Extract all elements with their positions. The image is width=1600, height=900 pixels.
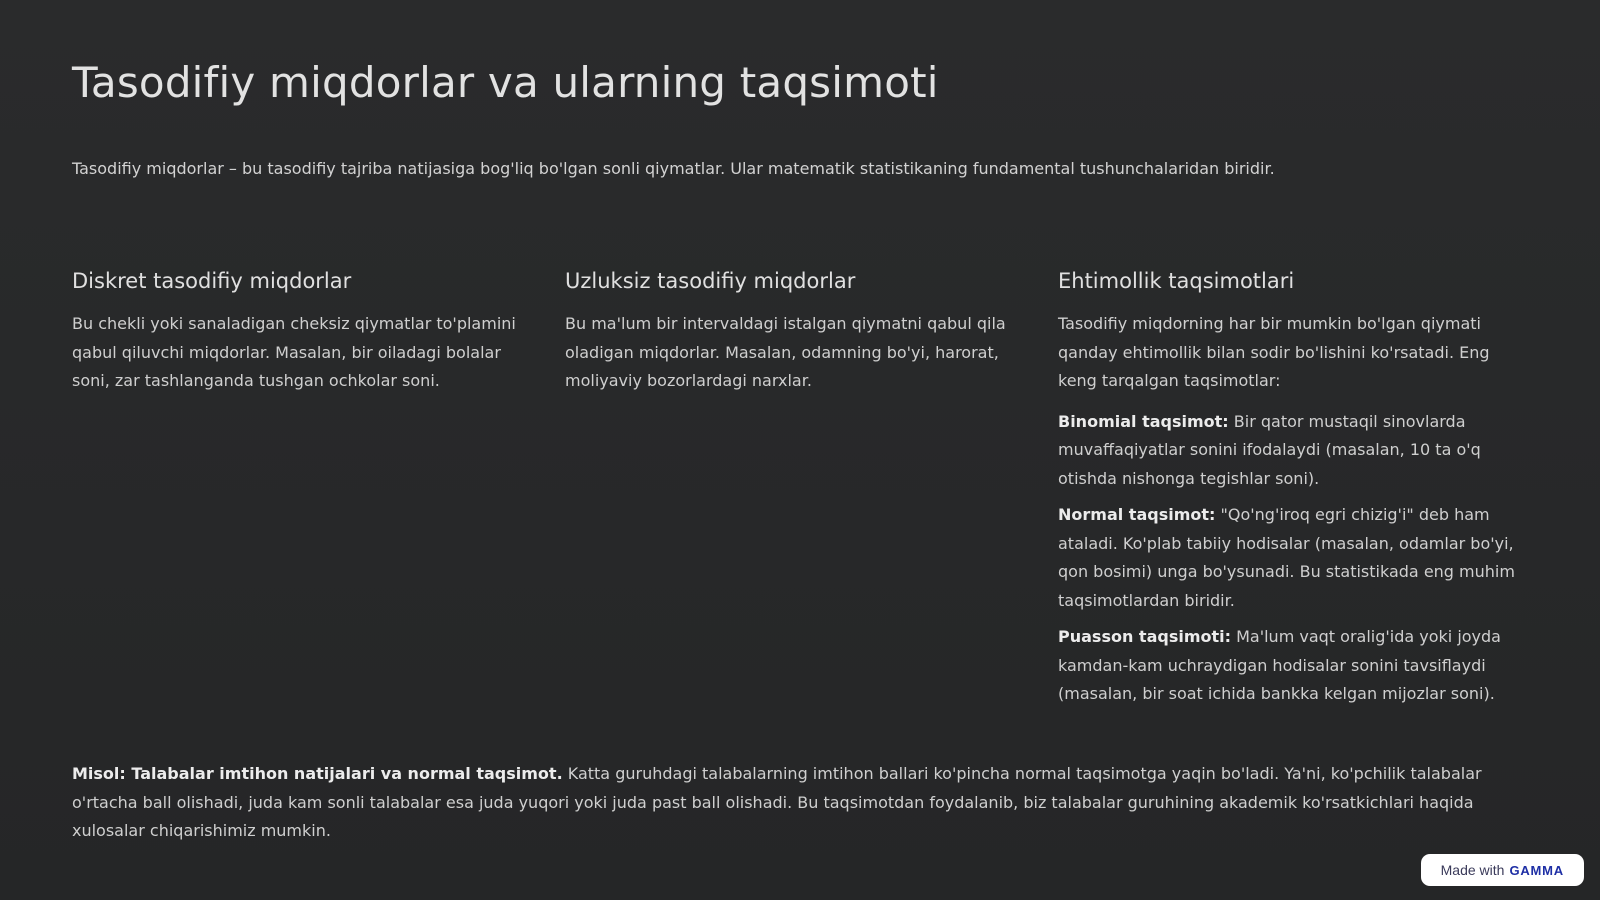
distribution-text: Bir qator mustaqil sinovlarda muvaffaqiyatlar sonini ifodalaydi (masalan, 10 ta o'q otishda nishonga tegishlar soni). <box>1058 411 1481 488</box>
page-title: Tasodifiy miqdorlar va ularning taqsimoti <box>72 58 939 107</box>
example-paragraph <box>72 760 1542 846</box>
distribution-label: Binomial taqsimot: <box>1058 411 1229 431</box>
distribution-text: "Qo'ng'iroq egri chizig'i" deb ham ataladi. Ko'plab tabiiy hodisalar (masalan, odamlar bo'yi, qon bosimi) unga bo'ysunadi. Bu statistikada eng muhim taqsimotlardan biridir. <box>1058 505 1515 610</box>
example-label: Misol: Talabalar imtihon natijalari va normal taqsimot. <box>72 764 563 783</box>
column-heading-distributions: Ehtimollik taqsimotlari <box>1058 269 1295 293</box>
distribution-normal <box>1058 501 1526 615</box>
column-heading-continuous: Uzluksiz tasodifiy miqdorlar <box>565 269 856 293</box>
distribution-poisson <box>1058 623 1526 709</box>
column-text-continuous: Bu ma'lum bir intervaldagi istalgan qiymatni qabul qila oladigan miqdorlar. Masalan, odamning bo'yi, harorat, moliyaviy bozorlardagi narxlar. <box>565 314 1006 390</box>
intro-text: Tasodifiy miqdorlar – bu tasodifiy tajriba natijasiga bog'liq bo'lgan sonli qiymatlar. Ular matematik statistikaning fundamental tushunchalaridan biridir. <box>72 159 1275 178</box>
column-text-distributions: Tasodifiy miqdorning har bir mumkin bo'lgan qiymati qanday ehtimollik bilan sodir bo'lishini ko'rsatadi. Eng keng tarqalgan taqsimotlar: <box>1058 314 1490 390</box>
distribution-label: Normal taqsimot: <box>1058 505 1216 524</box>
badge-prefix: Made with <box>1440 862 1505 878</box>
column-text-discrete: Bu chekli yoki sanaladigan cheksiz qiymatlar to'plamini qabul qiluvchi miqdorlar. Masalan, bir oiladagi bolalar soni, zar tashlanganda tushgan ochkolar soni. <box>72 314 516 390</box>
column-heading-discrete: Diskret tasodifiy miqdorlar <box>72 269 352 293</box>
gamma-logo: GAMMA <box>1509 862 1564 878</box>
column-distributions <box>1058 266 1526 709</box>
column-discrete <box>72 266 536 396</box>
made-with-gamma-badge[interactable] <box>1421 854 1584 886</box>
column-continuous <box>565 266 1029 396</box>
distribution-text: Ma'lum vaqt oralig'ida yoki joyda kamdan-kam uchraydigan hodisalar sonini tavsiflaydi (masalan, bir soat ichida bankka kelgan mijozlar soni). <box>1058 627 1501 703</box>
distribution-binomial <box>1058 408 1526 494</box>
example-text: Katta guruhdagi talabalarning imtihon ballari ko'pincha normal taqsimotga yaqin bo'ladi. Ya'ni, ko'pchilik talabalar o'rtacha ball olishadi, juda kam sonli talabalar esa juda yuqori yoki juda past ball olishadi. Bu taqsimotdan foydalanib, biz talabalar guruhining akademik ko'rsatkichlari haqida xulosalar chiqarishimiz mumkin. <box>72 764 1482 840</box>
distribution-label: Puasson taqsimoti: <box>1058 627 1232 646</box>
